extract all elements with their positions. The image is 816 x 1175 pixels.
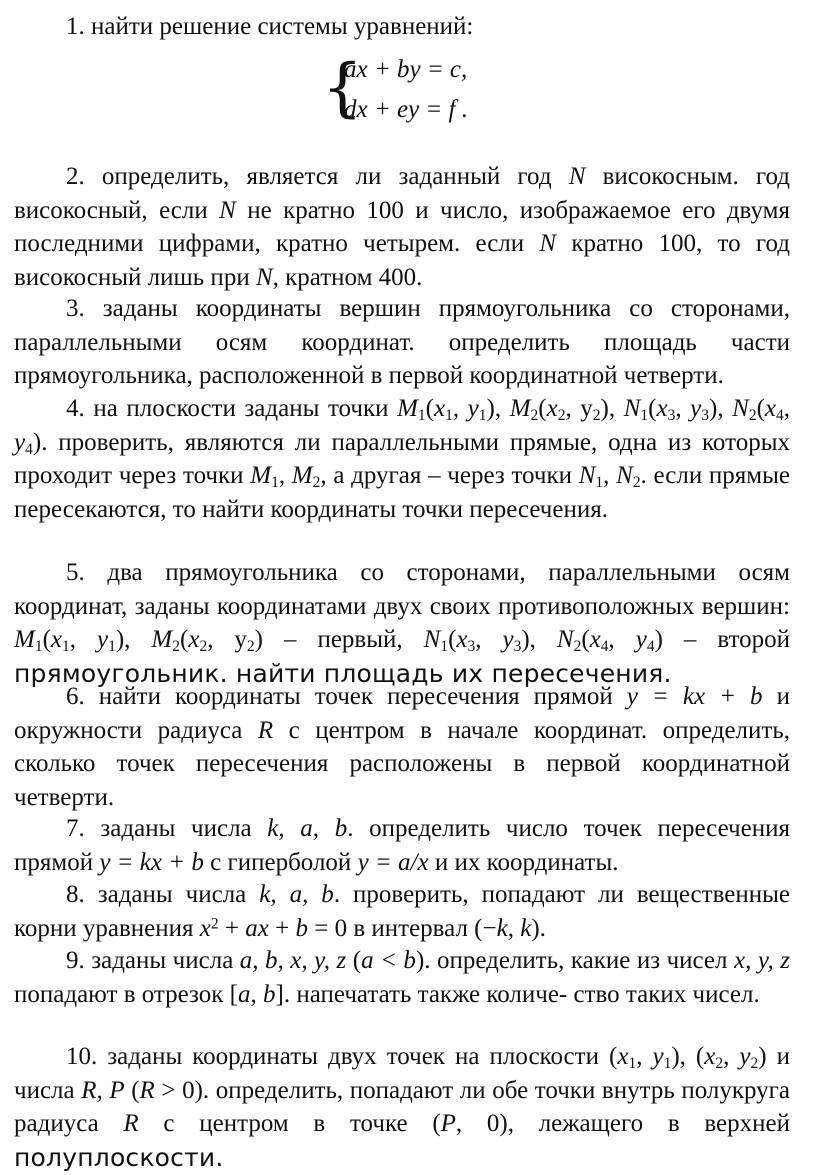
equation-system [322,52,502,132]
equation-2: dx + ey = f . [344,96,468,123]
task-9: 9. заданы числа a, b, x, y, z (a < b). определить, какие из чисел x, y, z попадают в отрезок [a, b]. напечатать также количе- ство таких чисел. [14,947,791,1008]
task-7: 7. заданы числа k, a, b. определить число точек пересечения прямой y = kx + b с гиперболой y = a/x и их координаты. [14,815,790,876]
task-6: 6. найти координаты точек пересечения прямой y = kx + b и окружности радиуса R с центром в начале координат. определить, сколько точек пересечения расположены в первой координатной четверти. [14,683,790,811]
task-3-text: 3. заданы координаты вершин прямоугольника со сторонами, параллельными осям координат. определить площадь части прямоугольника, расположенной в первой координатной четверти. [14,295,790,389]
task-1-text: 1. найти решение системы уравнений: [66,13,474,40]
task-10: 10. заданы координаты двух точек на плоскости ($x_1$, $y_1$), ($x_2$, $y_2$) и числа R, P (R > 0). определить, попадают ли обе точки внутрь полукруга радиуса R с центром в точке (P, 0), лежащего в верхней полуплоскости. [14,1043,791,1172]
task-1 [14,10,790,44]
equation-1: ax + by = c, [344,56,468,83]
task-10-tail: полуплоскости. [14,1142,224,1172]
task-4: 4. на плоскости заданы точки $M_1(x_1$, $y_1$), $M_2(x_2$, $y_2$), $N_1(x_3$, $y_3$), $N_2(x_4$, $y_4$). проверить, являются ли параллельными прямые, одна из которых проходит через точки $M_1$, $M_2$, а другая – через точки $N_1$, $N_2$. если прямые пересекаются, то найти координаты точки пересечения. [14,395,791,523]
task-5: 5. два прямоугольника со сторонами, параллельными осям координат, заданы координатами двух своих противоположных вершин: $M_1(x_1$, $y_1$), $M_2(x_2$, $y_2$) – первый, $N_1(x_3$, $y_3$), $N_2(x_4$, $y_4$) – второй прямоугольник. найти площадь их пересечения. [14,559,791,688]
brace-symbol: { [322,51,363,125]
task-2: 2. определить, является ли заданный год N високосным. год високосный, если N не кратно 100 и число, изображаемое его двумя последними цифрами, кратно четырем. если N кратно 100, то год високосный лишь при N, кратном 400. [14,163,790,291]
task-5-tail: прямоугольник. найти площадь их пересечения. [14,658,672,688]
task-8: 8. заданы числа k, a, b. проверить, попадают ли вещественные корни уравнения $x^2$ + ax + b = 0 в интервал (−k, k). [14,881,790,942]
task-3 [14,292,790,393]
